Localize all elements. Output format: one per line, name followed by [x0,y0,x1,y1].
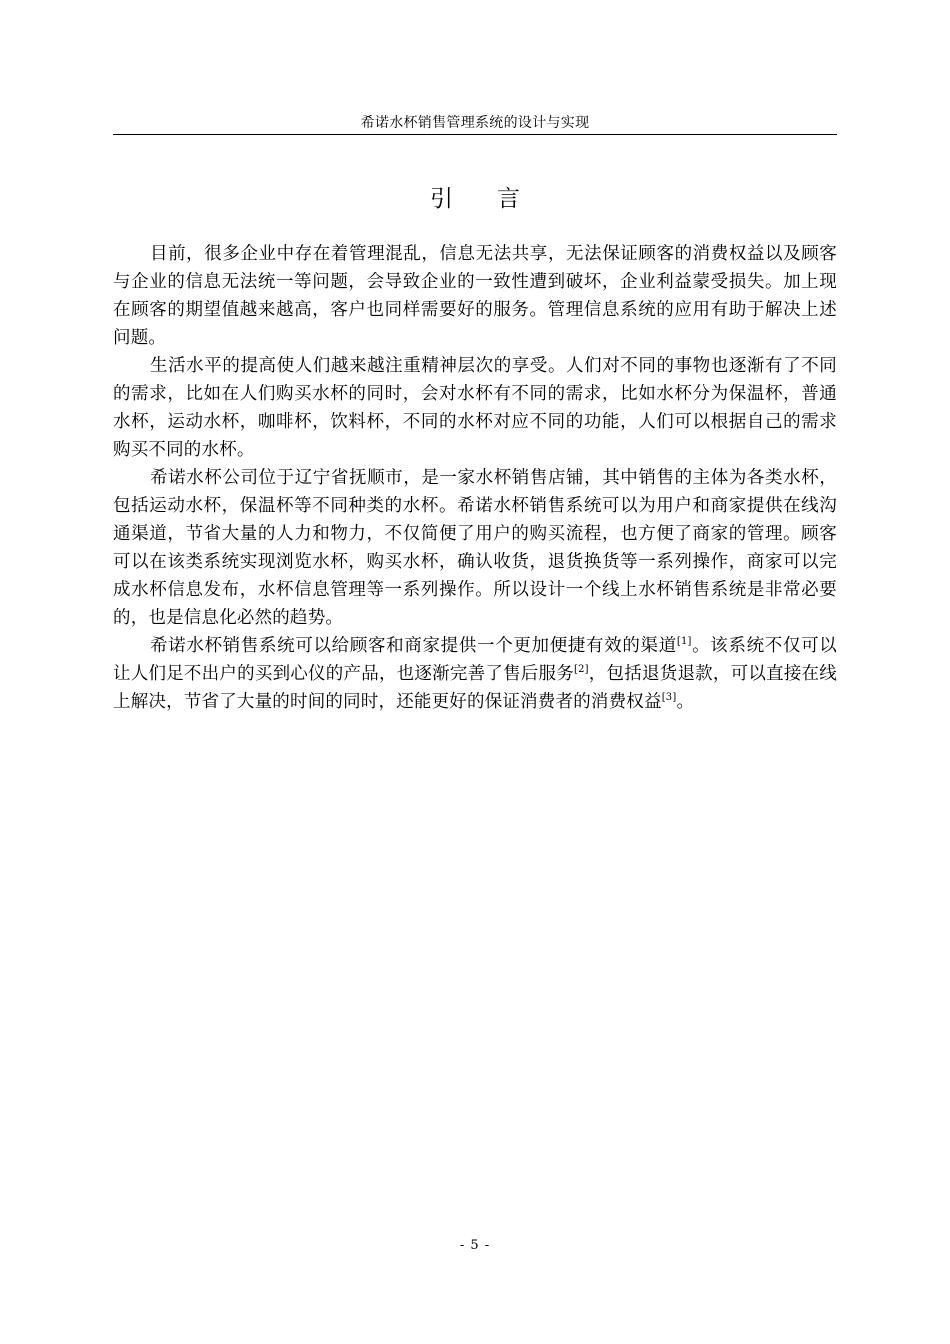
citation-2: [2] [574,664,589,676]
paragraph-4-text-2: 。该系统不仅可以让人们足不出户的买到心仪的产品，也逐渐完善了售后服务 [113,636,837,684]
section-title: 引言 [430,186,564,212]
body-text [113,240,837,716]
running-header: 希诺水杯销售管理系统的设计与实现 [360,115,590,131]
citation-3: [3] [661,692,677,704]
citation-1: [1] [676,636,692,648]
paragraph-4-text-1: 希诺水杯销售系统可以给顾客和商家提供一个更加便捷有效的渠道 [150,636,677,656]
paragraph-4-text-4: 。 [676,692,695,712]
header-divider [113,134,837,135]
paragraph-3: 希诺水杯公司位于辽宁省抚顺市，是一家水杯销售店铺，其中销售的主体为各类水杯，包括运动水杯，保温杯等不同种类的水杯。希诺水杯销售系统可以为用户和商家提供在线沟通渠道，节省大量的人力和物力，不仅简便了用户的购买流程，也方便了商家的管理。顾客可以在该类系统实现浏览水杯，购买水杯，确认收货，退货换货等一系列操作，商家可以完成水杯信息发布，水杯信息管理等一系列操作。所以设计一个线上水杯销售系统是非常必要的，也是信息化必然的趋势。 [113,468,837,628]
paragraph-4-text-3: ，包括退货退款，可以直接在线上解决，节省了大量的时间的同时，还能更好的保证消费者的消费权益 [113,664,837,712]
paragraph-4 [113,632,837,716]
paragraph-1: 目前，很多企业中存在着管理混乱，信息无法共享，无法保证顾客的消费权益以及顾客与企业的信息无法统一等问题，会导致企业的一致性遭到破坏，企业利益蒙受损失。加上现在顾客的期望值越来越高，客户也同样需要好的服务。管理信息系统的应用有助于解决上述问题。 [113,244,837,348]
paragraph-2: 生活水平的提高使人们越来越注重精神层次的享受。人们对不同的事物也逐渐有了不同的需求，比如在人们购买水杯的同时，会对水杯有不同的需求，比如水杯分为保温杯，普通水杯，运动水杯，咖啡杯，饮料杯，不同的水杯对应不同的功能，人们可以根据自己的需求购买不同的水杯。 [113,356,837,460]
page-number: - 5 - [459,1238,491,1253]
